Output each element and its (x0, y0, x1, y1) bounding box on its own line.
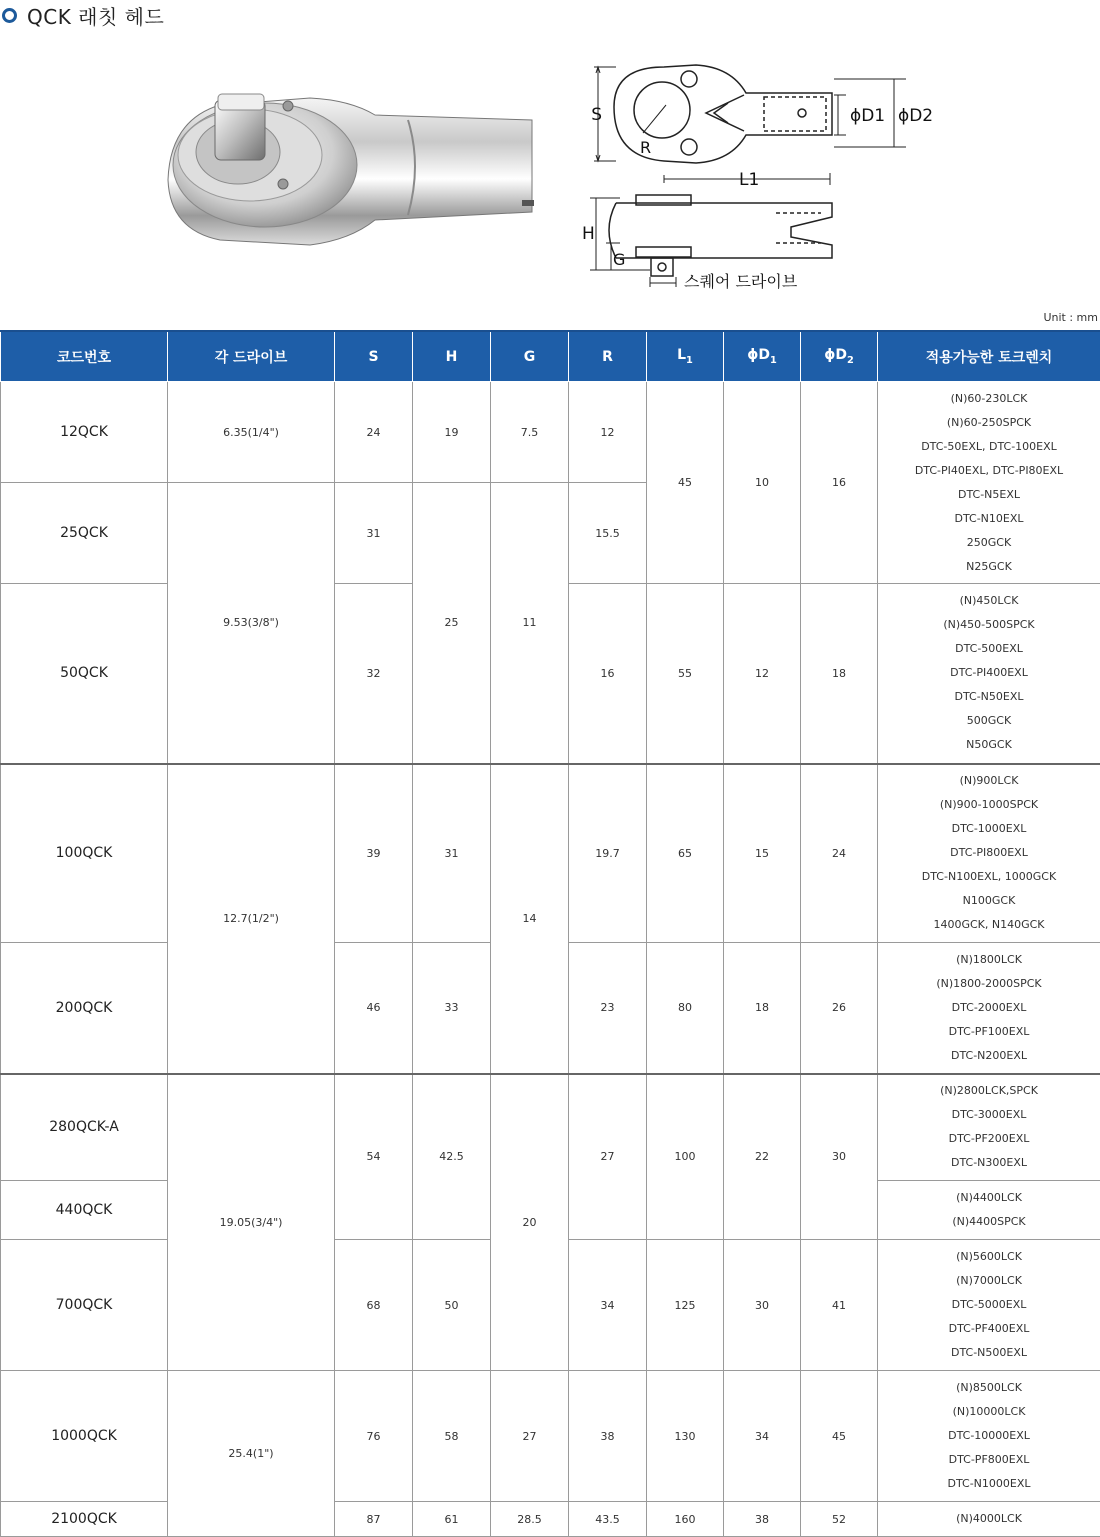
col-header-l1: $L_1$ (647, 331, 724, 382)
page-title: QCK 래칫 헤드 (27, 4, 165, 29)
h-cell: 33 (413, 943, 491, 1074)
wrench-item: (N)450-500SPCK (943, 618, 1035, 632)
wrench-item: DTC-N100EXL, 1000GCK (921, 870, 1057, 884)
s-cell: 39 (335, 764, 413, 943)
h-cell: 58 (413, 1371, 491, 1502)
wrench-cell (878, 382, 1100, 584)
wrench-item: DTC-PF100EXL (948, 1024, 1030, 1038)
wrench-item: (N)4400SPCK (952, 1215, 1026, 1228)
code-cell: 1000QCK (1, 1371, 168, 1502)
d2-cell: 41 (801, 1240, 878, 1371)
table-row (1, 1502, 1100, 1537)
g-cell: 11 (491, 483, 569, 764)
wrench-item: (N)450LCK (959, 594, 1019, 608)
r-cell: 27 (569, 1074, 647, 1240)
wrench-item: DTC-N300EXL (950, 1156, 1028, 1170)
d1-cell: 30 (724, 1240, 801, 1371)
l1-cell: 130 (647, 1371, 724, 1502)
wrench-item: N100GCK (962, 894, 1016, 908)
wrench-cell (878, 1181, 1100, 1240)
dim-label-s: S (591, 105, 602, 125)
wrench-item: (N)7000LCK (956, 1274, 1022, 1287)
wrench-item: DTC-N200EXL (950, 1048, 1028, 1062)
s-cell: 54 (335, 1074, 413, 1240)
wrench-item: DTC-N1000EXL (947, 1477, 1031, 1490)
wrench-item: (N)5600LCK (956, 1250, 1022, 1263)
s-cell: 46 (335, 943, 413, 1074)
d2-cell: 52 (801, 1502, 878, 1537)
g-cell: 27 (491, 1371, 569, 1502)
wrench-item: (N)4400LCK (956, 1191, 1022, 1204)
wrench-item: DTC-PI40EXL, DTC-PI80EXL (914, 463, 1064, 477)
wrench-cell (878, 1240, 1100, 1371)
unit-label: Unit : mm (1043, 311, 1098, 324)
wrench-item: N25GCK (966, 559, 1012, 573)
col-header-s: S (335, 331, 413, 382)
code-cell: 50QCK (1, 584, 168, 764)
d2-cell: 45 (801, 1371, 878, 1502)
s-cell: 24 (335, 382, 413, 483)
drive-cell: 6.35(1/4") (168, 382, 335, 483)
wrench-item: DTC-3000EXL (951, 1108, 1027, 1122)
g-cell: 14 (491, 764, 569, 1074)
g-cell: 20 (491, 1074, 569, 1371)
drive-cell: 9.53(3/8") (168, 483, 335, 764)
d2-cell: 26 (801, 943, 878, 1074)
dim-label-l1: L1 (739, 170, 760, 190)
wrench-item: DTC-N10EXL (954, 511, 1024, 525)
wrench-item: (N)4000LCK (956, 1512, 1022, 1525)
wrench-item: DTC-PI800EXL (950, 846, 1028, 860)
table-row (1, 1074, 1100, 1181)
code-cell: 100QCK (1, 764, 168, 943)
table-row (1, 764, 1100, 943)
col-header-wrench: 적용가능한 토크렌치 (878, 331, 1100, 382)
wrench-cell (878, 943, 1100, 1074)
spec-table (0, 330, 1100, 1537)
wrench-item: (N)60-250SPCK (946, 415, 1032, 429)
wrench-cell (878, 764, 1100, 943)
l1-cell: 80 (647, 943, 724, 1074)
wrench-item: DTC-PF200EXL (948, 1132, 1030, 1146)
code-cell: 440QCK (1, 1181, 168, 1240)
dim-label-r: R (640, 138, 652, 157)
d1-cell: 12 (724, 584, 801, 764)
wrench-item: DTC-2000EXL (951, 1000, 1027, 1014)
wrench-item: DTC-PF800EXL (948, 1453, 1030, 1466)
code-cell: 25QCK (1, 483, 168, 584)
drive-cell: 12.7(1/2") (168, 764, 335, 1074)
wrench-item: (N)8500LCK (956, 1381, 1022, 1394)
wrench-item: (N)900LCK (959, 774, 1019, 788)
table-header-row (1, 331, 1100, 382)
wrench-item: (N)60-230LCK (950, 391, 1028, 405)
code-cell: 2100QCK (1, 1502, 168, 1537)
d2-cell: 18 (801, 584, 878, 764)
dim-label-g: G (613, 250, 626, 269)
wrench-item: DTC-1000EXL (951, 822, 1027, 836)
d1-cell: 34 (724, 1371, 801, 1502)
h-cell: 42.5 (413, 1074, 491, 1240)
code-cell: 280QCK-A (1, 1074, 168, 1181)
col-header-h: H (413, 331, 491, 382)
drive-cell: 25.4(1") (168, 1371, 335, 1537)
s-cell: 68 (335, 1240, 413, 1371)
wrench-item: DTC-N50EXL (954, 690, 1024, 704)
code-cell: 700QCK (1, 1240, 168, 1371)
table-row (1, 382, 1100, 483)
col-header-drive: 각 드라이브 (168, 331, 335, 382)
l1-cell: 65 (647, 764, 724, 943)
r-cell: 16 (569, 584, 647, 764)
wrench-cell (878, 1371, 1100, 1502)
r-cell: 34 (569, 1240, 647, 1371)
l1-cell: 160 (647, 1502, 724, 1537)
wrench-item: 1400GCK, N140GCK (933, 918, 1045, 932)
wrench-item: (N)1800-2000SPCK (936, 976, 1042, 990)
r-cell: 12 (569, 382, 647, 483)
wrench-cell (878, 584, 1100, 764)
ratchet-head-photo (160, 80, 550, 250)
dim-label-square-drive: 스퀘어 드라이브 (684, 272, 798, 291)
wrench-item: DTC-PF400EXL (948, 1322, 1030, 1335)
wrench-item: (N)900-1000SPCK (939, 798, 1039, 812)
r-cell: 38 (569, 1371, 647, 1502)
d1-cell: 38 (724, 1502, 801, 1537)
col-header-code: 코드번호 (1, 331, 168, 382)
h-cell: 50 (413, 1240, 491, 1371)
r-cell: 23 (569, 943, 647, 1074)
wrench-item: (N)2800LCK,SPCK (940, 1084, 1038, 1098)
d1-cell: 18 (724, 943, 801, 1074)
d1-cell: 22 (724, 1074, 801, 1240)
wrench-item: 500GCK (966, 714, 1012, 728)
col-header-r: R (569, 331, 647, 382)
wrench-item: (N)10000LCK (952, 1405, 1026, 1418)
s-cell: 87 (335, 1502, 413, 1537)
wrench-item: DTC-5000EXL (951, 1298, 1027, 1311)
g-cell: 7.5 (491, 382, 569, 483)
l1-cell: 55 (647, 584, 724, 764)
dim-label-d2: ϕD2 (898, 106, 934, 126)
wrench-item: (N)1800LCK (956, 952, 1022, 966)
d1-cell: 10 (724, 382, 801, 584)
h-cell: 31 (413, 764, 491, 943)
col-header-d1: $\phi D_1$ (724, 331, 801, 382)
s-cell: 32 (335, 584, 413, 764)
page-header (2, 2, 164, 28)
wrench-item: 250GCK (966, 535, 1012, 549)
r-cell: 15.5 (569, 483, 647, 584)
table-row (1, 1371, 1100, 1502)
d2-cell: 16 (801, 382, 878, 584)
l1-cell: 100 (647, 1074, 724, 1240)
wrench-cell (878, 1074, 1100, 1181)
g-cell: 28.5 (491, 1502, 569, 1537)
h-cell: 19 (413, 382, 491, 483)
dim-label-h: H (582, 224, 595, 244)
d2-cell: 30 (801, 1074, 878, 1240)
wrench-item: N50GCK (966, 738, 1012, 752)
wrench-item: DTC-PI400EXL (950, 666, 1028, 680)
r-cell: 19.7 (569, 764, 647, 943)
s-cell: 31 (335, 483, 413, 584)
s-cell: 76 (335, 1371, 413, 1502)
circle-bullet-icon (2, 8, 17, 23)
dimension-diagram (576, 55, 946, 300)
wrench-item: DTC-500EXL (955, 642, 1023, 656)
h-cell: 25 (413, 483, 491, 764)
wrench-item: DTC-N5EXL (957, 487, 1021, 501)
wrench-item: DTC-10000EXL (948, 1429, 1030, 1442)
col-header-d2: $\phi D_2$ (801, 331, 878, 382)
wrench-cell (878, 1502, 1100, 1537)
d1-cell: 15 (724, 764, 801, 943)
r-cell: 43.5 (569, 1502, 647, 1537)
l1-cell: 45 (647, 382, 724, 584)
l1-cell: 125 (647, 1240, 724, 1371)
wrench-item: DTC-N500EXL (950, 1346, 1028, 1359)
drive-cell: 19.05(3/4") (168, 1074, 335, 1371)
code-cell: 200QCK (1, 943, 168, 1074)
h-cell: 61 (413, 1502, 491, 1537)
dim-label-d1: ϕD1 (850, 106, 886, 126)
wrench-item: DTC-50EXL, DTC-100EXL (921, 439, 1057, 453)
d2-cell: 24 (801, 764, 878, 943)
col-header-g: G (491, 331, 569, 382)
code-cell: 12QCK (1, 382, 168, 483)
